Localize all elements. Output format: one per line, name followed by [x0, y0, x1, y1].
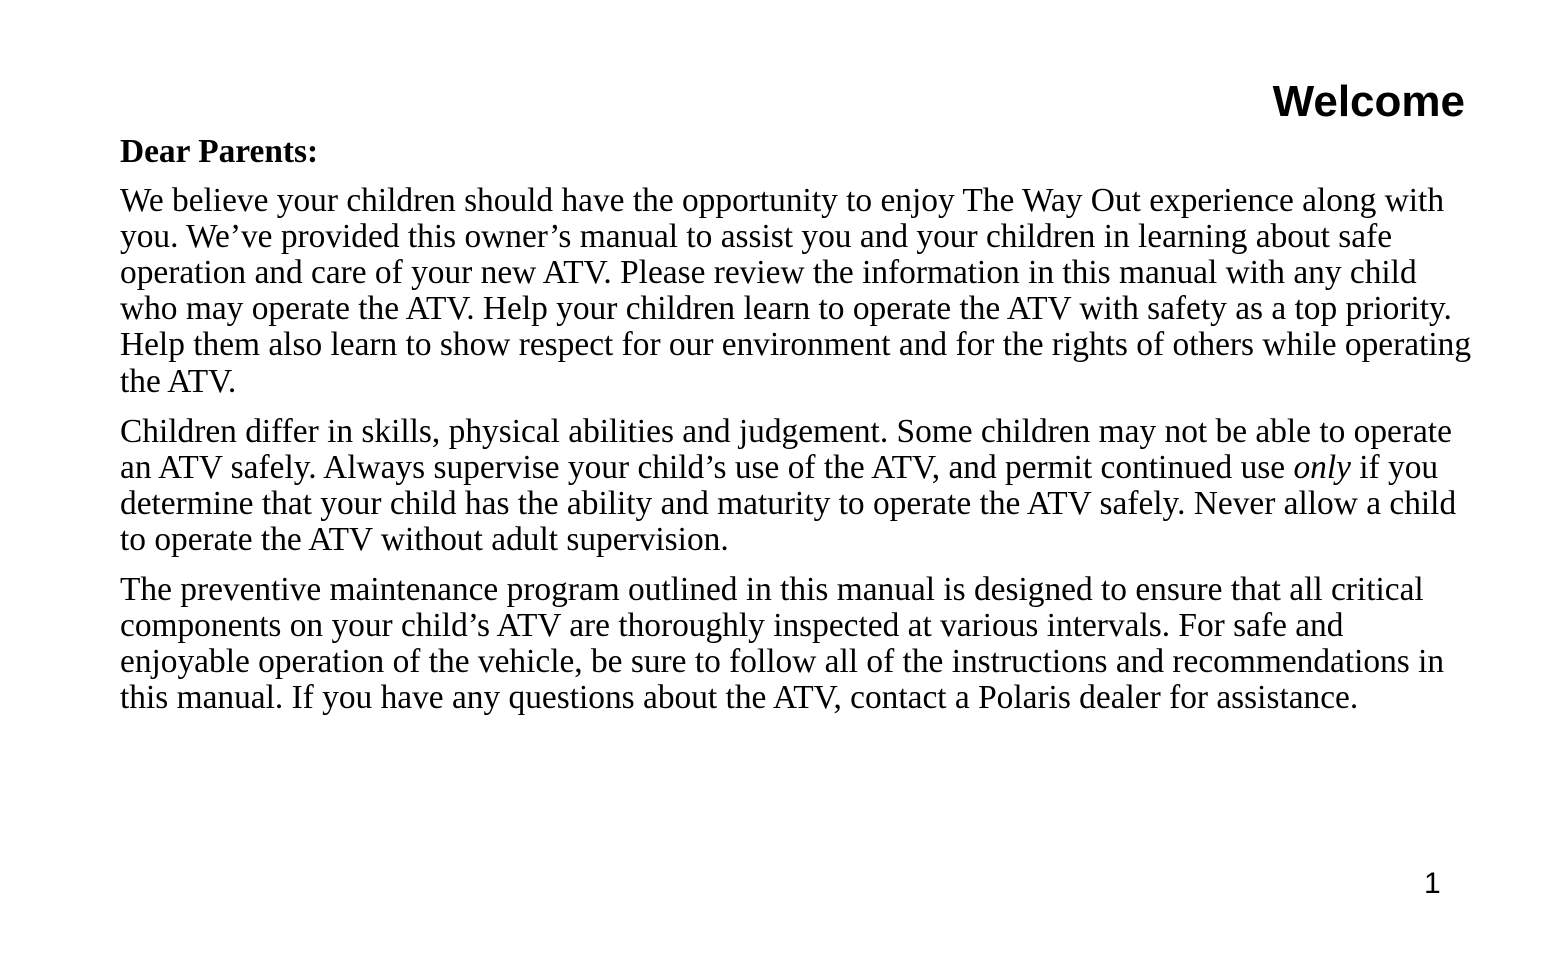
paragraph-2-text-start: Children differ in skills, physical abilities and judgement. Some children may not be able to operate an ATV safely. Always supervise your child’s use of the ATV, and permit continued use [120, 412, 1452, 486]
paragraph-2-text-end: if you determine that your child has the ability and maturity to operate the ATV safely. Never allow a child to operate the ATV without adult supervision. [120, 448, 1457, 558]
page-title: Welcome [1272, 77, 1465, 126]
emphasis-only: only [1293, 448, 1351, 486]
paragraph-2 [120, 414, 1476, 558]
paragraph-1: We believe your children should have the opportunity to enjoy The Way Out experience along with you. We’ve provided this owner’s manual to assist you and your children in learning about safe operation and care of your new ATV. Please review the information in this manual with any child who may operate the ATV. Help your children learn to operate the ATV with safety as a top priority. Help them also learn to show respect for our environment and for the rights of others while operating the ATV. [120, 182, 1472, 400]
paragraph-3: The preventive maintenance program outlined in this manual is designed to ensure that all critical components on your child’s ATV are thoroughly inspected at various intervals. For safe and enjoyable operation of the vehicle, be sure to follow all of the instructions and recommendations in this manual. If you have any questions about the ATV, contact a Polaris dealer for assistance. [120, 571, 1445, 717]
salutation: Dear Parents: [120, 133, 319, 170]
page-content [120, 134, 1476, 730]
page-number: 1 [1424, 867, 1441, 900]
